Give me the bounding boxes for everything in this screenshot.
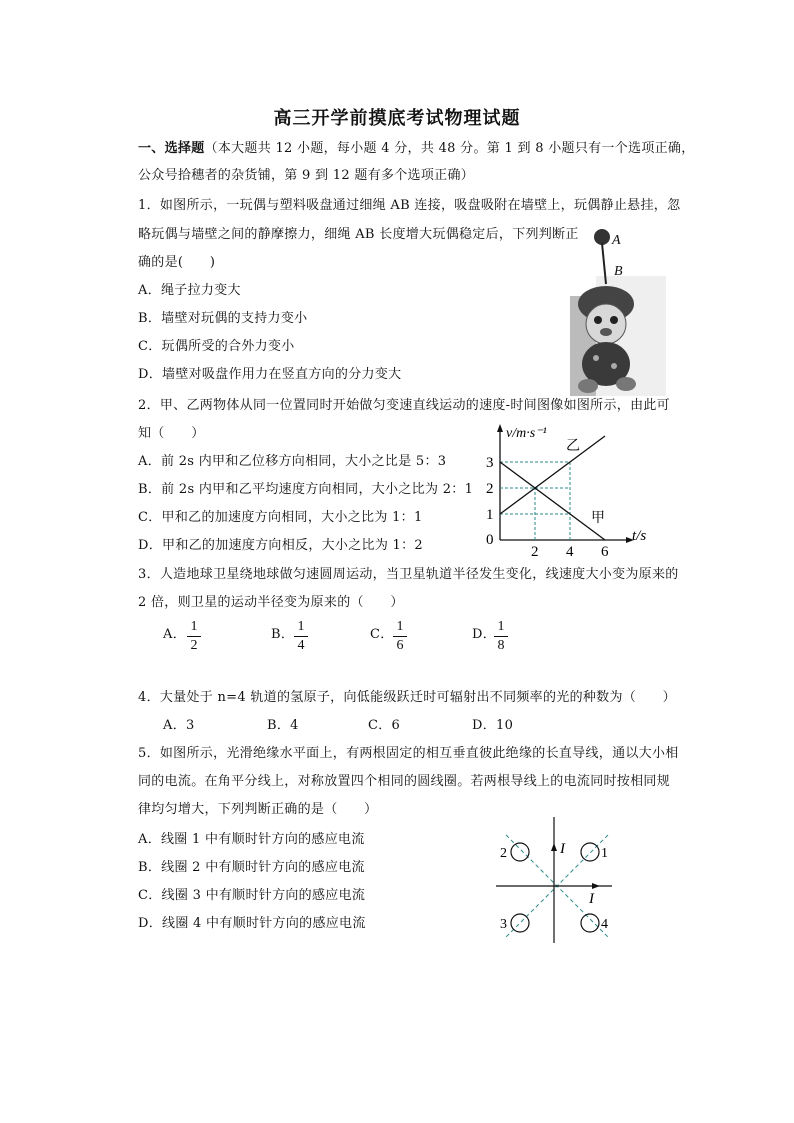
series-label-yi: 乙	[566, 439, 580, 454]
coil-label-4: 4	[601, 917, 608, 932]
q5-stem-2: 同的电流。在角平分线上，对称放置四个相同的圆线圈。若两根导线上的电流同时按相同规	[138, 774, 671, 789]
q3-option-a-fraction	[187, 618, 201, 655]
q2-option-d: D．甲和乙的加速度方向相反，大小之比为 1：2	[138, 538, 423, 553]
q4-stem: 4．大量处于 n=4 轨道的氢原子，向低能级跃迁时可辐射出不同频率的光的种数为（ ）	[138, 690, 676, 705]
coil-3	[511, 914, 529, 932]
coil-2	[511, 843, 529, 861]
q3-d-num: 1	[494, 618, 508, 637]
q4-option-a: A．3	[163, 718, 195, 733]
doll-mouth	[600, 328, 612, 336]
section-label: 一、选择题	[138, 141, 205, 156]
q3-option-c-fraction	[393, 618, 407, 655]
q1-option-d: D．墙壁对吸盘作用力在竖直方向的分力变大	[138, 367, 402, 382]
coil-label-3: 3	[500, 917, 507, 932]
q2-vt-chart	[478, 420, 660, 560]
doll-head	[586, 304, 626, 344]
section-desc-1: （本大题共 12 小题，每小题 4 分，共 48 分。第 1 到 8 小题只有一个选项正确，	[204, 141, 695, 156]
section-desc-2: 公众号拾穗者的杂货铺，第 9 到 12 题有多个选项正确）	[138, 168, 475, 183]
x-tick-label-6: 6	[601, 544, 609, 560]
current-label-horizontal: I	[589, 891, 594, 907]
doll-eye-right	[610, 316, 618, 324]
origin-label: 0	[486, 532, 494, 548]
label-a: A	[612, 233, 621, 248]
vertical-current-arrow	[551, 843, 557, 851]
q3-d-den: 8	[497, 638, 505, 653]
q2-option-a: A．前 2s 内甲和乙位移方向相同，大小之比是 5：3	[138, 454, 447, 469]
horizontal-current-arrow	[592, 883, 600, 889]
q5-stem-3: 律均匀增大，下列判断正确的是（ ）	[138, 802, 378, 817]
x-tick-label-4: 4	[566, 544, 574, 560]
q1-option-a: A．绳子拉力变大	[138, 283, 241, 298]
q3-option-a-label: A．	[163, 627, 186, 642]
q3-option-d-label: D．	[472, 627, 497, 642]
q3-a-num: 1	[187, 618, 201, 637]
y-tick-label-1: 1	[486, 507, 494, 523]
q5-option-b: B．线圈 2 中有顺时针方向的感应电流	[138, 860, 365, 875]
y-tick-label-3: 3	[486, 455, 494, 471]
doll-foot-left	[578, 379, 598, 393]
coil-4	[581, 914, 599, 932]
y-axis-arrow	[497, 424, 503, 432]
q2-option-c: C．甲和乙的加速度方向相同，大小之比为 1：1	[138, 510, 423, 525]
q4-option-c: C．6	[368, 718, 401, 733]
q2-stem-2: 知（ ）	[138, 426, 205, 441]
doll-foot-right	[616, 377, 636, 391]
suction-cup	[594, 229, 610, 245]
q5-stem-1: 5．如图所示，光滑绝缘水平面上，有两根固定的相互垂直彼此绝缘的长直导线，通以大小相	[138, 746, 679, 761]
x-axis-label: t/s	[632, 528, 647, 544]
coil-1	[581, 843, 599, 861]
series-label-jia: 甲	[591, 511, 605, 526]
q3-b-den: 4	[297, 638, 305, 653]
q3-option-b-label: B．	[271, 627, 295, 642]
q5-option-d: D．线圈 4 中有顺时针方向的感应电流	[138, 916, 366, 931]
y-tick-label-2: 2	[486, 481, 494, 497]
x-tick-label-2: 2	[531, 544, 539, 560]
q4-option-b: B．4	[267, 718, 299, 733]
q1-option-b: B．墙壁对玩偶的支持力变小	[138, 311, 308, 326]
q1-stem-2: 略玩偶与墙壁之间的静摩擦力，细绳 AB 长度增大玩偶稳定后，下列判断正	[138, 227, 579, 242]
doll-eye-left	[594, 316, 602, 324]
q3-c-num: 1	[393, 618, 407, 637]
q3-option-c-label: C．	[370, 627, 394, 642]
series-line-jia	[500, 462, 605, 540]
q1-doll-figure	[566, 226, 666, 396]
q2-option-b: B．前 2s 内甲和乙平均速度方向相同，大小之比为 2：1	[138, 482, 474, 497]
q4-option-d: D．10	[472, 718, 514, 733]
page-title: 高三开学前摸底考试物理试题	[273, 108, 521, 129]
q1-stem-3: 确的是( )	[138, 255, 216, 270]
q3-option-b-fraction	[294, 618, 308, 655]
chart-tick-labels	[486, 455, 609, 560]
coil-label-2: 2	[500, 846, 507, 861]
series-line-yi	[500, 436, 605, 514]
chart-gridlines	[500, 462, 570, 540]
q5-option-c: C．线圈 3 中有顺时针方向的感应电流	[138, 888, 366, 903]
current-label-vertical: I	[560, 841, 565, 857]
q3-a-den: 2	[190, 638, 198, 653]
q1-option-c: C．玩偶所受的合外力变小	[138, 339, 295, 354]
q3-stem-1: 3．人造地球卫星绕地球做匀速圆周运动，当卫星轨道半径发生变化，线速度大小变为原来的	[138, 567, 679, 582]
section-header	[138, 141, 695, 157]
label-b: B	[614, 264, 623, 279]
q3-stem-2: 2 倍，则卫星的运动半径变为原来的（ ）	[138, 595, 404, 610]
coil-label-1: 1	[601, 846, 608, 861]
q1-stem-1: 1．如图所示，一玩偶与塑料吸盘通过细绳 AB 连接，吸盘吸附在墙壁上，玩偶静止悬挂，忽	[138, 198, 681, 213]
y-axis-label: v/m·s⁻¹	[506, 426, 547, 441]
q3-c-den: 6	[396, 638, 404, 653]
q5-option-a: A．线圈 1 中有顺时针方向的感应电流	[138, 832, 365, 847]
q3-option-d-fraction	[494, 618, 508, 655]
q3-b-num: 1	[294, 618, 308, 637]
q2-stem-1: 2．甲、乙两物体从同一位置同时开始做匀变速直线运动的速度-时间图像如图所示，由此可	[138, 398, 670, 413]
q5-wires-coils-figure	[490, 815, 620, 945]
